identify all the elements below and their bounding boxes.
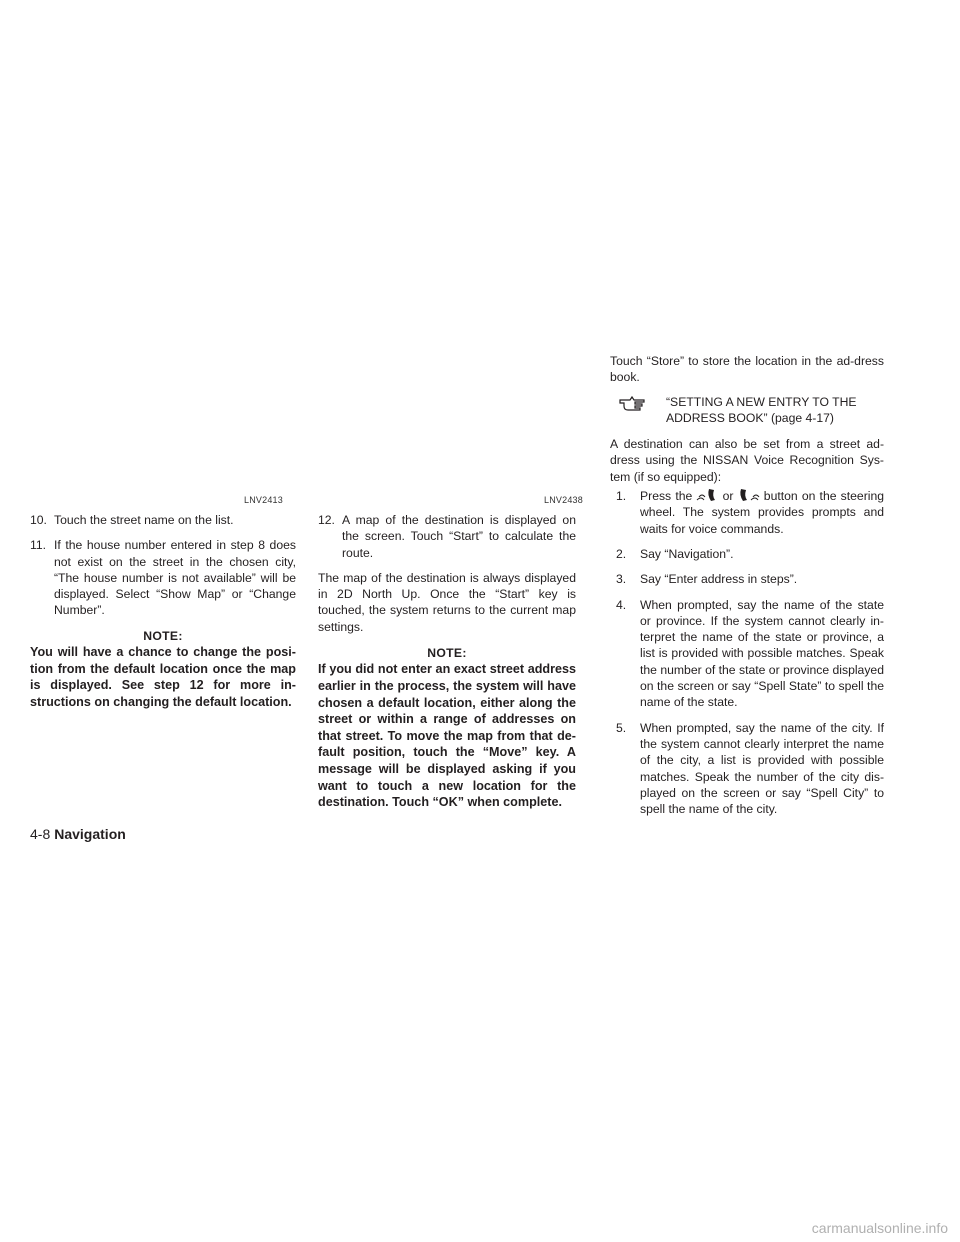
step-4 xyxy=(616,597,884,711)
page-reference-hand-icon xyxy=(618,394,648,412)
step-text-before: Press the xyxy=(640,489,693,504)
figure-caption-left: LNV2413 xyxy=(244,495,283,505)
step-number: 2. xyxy=(616,546,627,561)
step-number: 4. xyxy=(616,597,627,612)
step-2 xyxy=(616,546,884,562)
step-text: If the house number entered in step 8 does not exist on the street in the chosen city, “The house number is not available” will be displayed. Select “Show Map” or “Change Number”. xyxy=(54,538,296,618)
step-number: 10. xyxy=(30,513,47,527)
step-number: 11. xyxy=(30,538,47,553)
step-text: Say “Enter address in steps”. xyxy=(640,572,798,587)
column-right xyxy=(610,353,884,826)
step-11 xyxy=(30,537,296,618)
step-10 xyxy=(30,512,296,528)
step-1 xyxy=(616,487,884,537)
step-text: Say “Navigation”. xyxy=(640,546,734,561)
step-number: 12. xyxy=(318,513,335,527)
paragraph: The map of the destination is always displayed in 2D North Up. Once the “Start” key is touched, the system returns to the current map settings. xyxy=(318,570,576,634)
note-text: You will have a chance to change the posi-tion from the default location once the map is displayed. See step 12 for more in-structions on changing the default location. xyxy=(30,645,296,709)
step-text: A map of the destination is displayed on the screen. Touch “Start” to calculate the route. xyxy=(342,513,576,560)
note-heading: NOTE: xyxy=(143,628,183,643)
page-footer xyxy=(30,826,126,842)
phone-button-icon xyxy=(738,487,760,503)
paragraph: A destination can also be set from a street ad-dress using the NISSAN Voice Recognition Sys-tem (if so equipped): xyxy=(610,437,884,484)
step-3 xyxy=(616,571,884,587)
watermark: carmanualsonline.info xyxy=(811,1220,948,1236)
page-reference xyxy=(618,394,884,427)
note-text: If you did not enter an exact street address earlier in the process, the system will have chosen a default location, either along the street or within a range of addresses on that street. To move the map from that de-fault position, touch the “Move” key. A message will be displayed asking if you want to touch a new location for the destination. Touch “OK” when complete. xyxy=(318,662,576,810)
step-text-or: or xyxy=(722,489,734,504)
page-number: 4-8 xyxy=(30,826,51,842)
step-12 xyxy=(318,512,576,561)
step-text-after: button on the steering wheel. The system provides prompts and waits for voice commands. xyxy=(640,489,885,536)
step-number: 1. xyxy=(616,489,627,504)
figure-caption-middle: LNV2438 xyxy=(544,495,583,505)
note-heading: NOTE: xyxy=(427,646,467,661)
reference-text: “SETTING A NEW ENTRY TO THE ADDRESS BOOK” (page 4-17) xyxy=(666,394,857,425)
column-left xyxy=(30,512,296,710)
step-text: Touch the street name on the list. xyxy=(54,513,234,527)
column-middle xyxy=(318,512,576,811)
step-number: 3. xyxy=(616,572,627,587)
step-text: When prompted, say the name of the city. If the system cannot clearly interpret the name of the city, a list is provided with possible matches. Speak the number of the city dis-played on the screen or say “Spell City” to spell the name of the city. xyxy=(640,720,884,817)
paragraph-intro: Touch “Store” to store the location in the ad-dress book. xyxy=(610,354,884,385)
step-5 xyxy=(616,720,884,818)
section-title: Navigation xyxy=(54,826,126,842)
talk-button-icon xyxy=(696,487,718,503)
step-number: 5. xyxy=(616,720,627,735)
step-text: When prompted, say the name of the state or province. If the system cannot clearly in-terpret the name of the state or province, a list is provided with possible matches. Speak the number of the state or province displayed on the screen or say “Spell State” to spell the name of the state. xyxy=(640,597,884,710)
